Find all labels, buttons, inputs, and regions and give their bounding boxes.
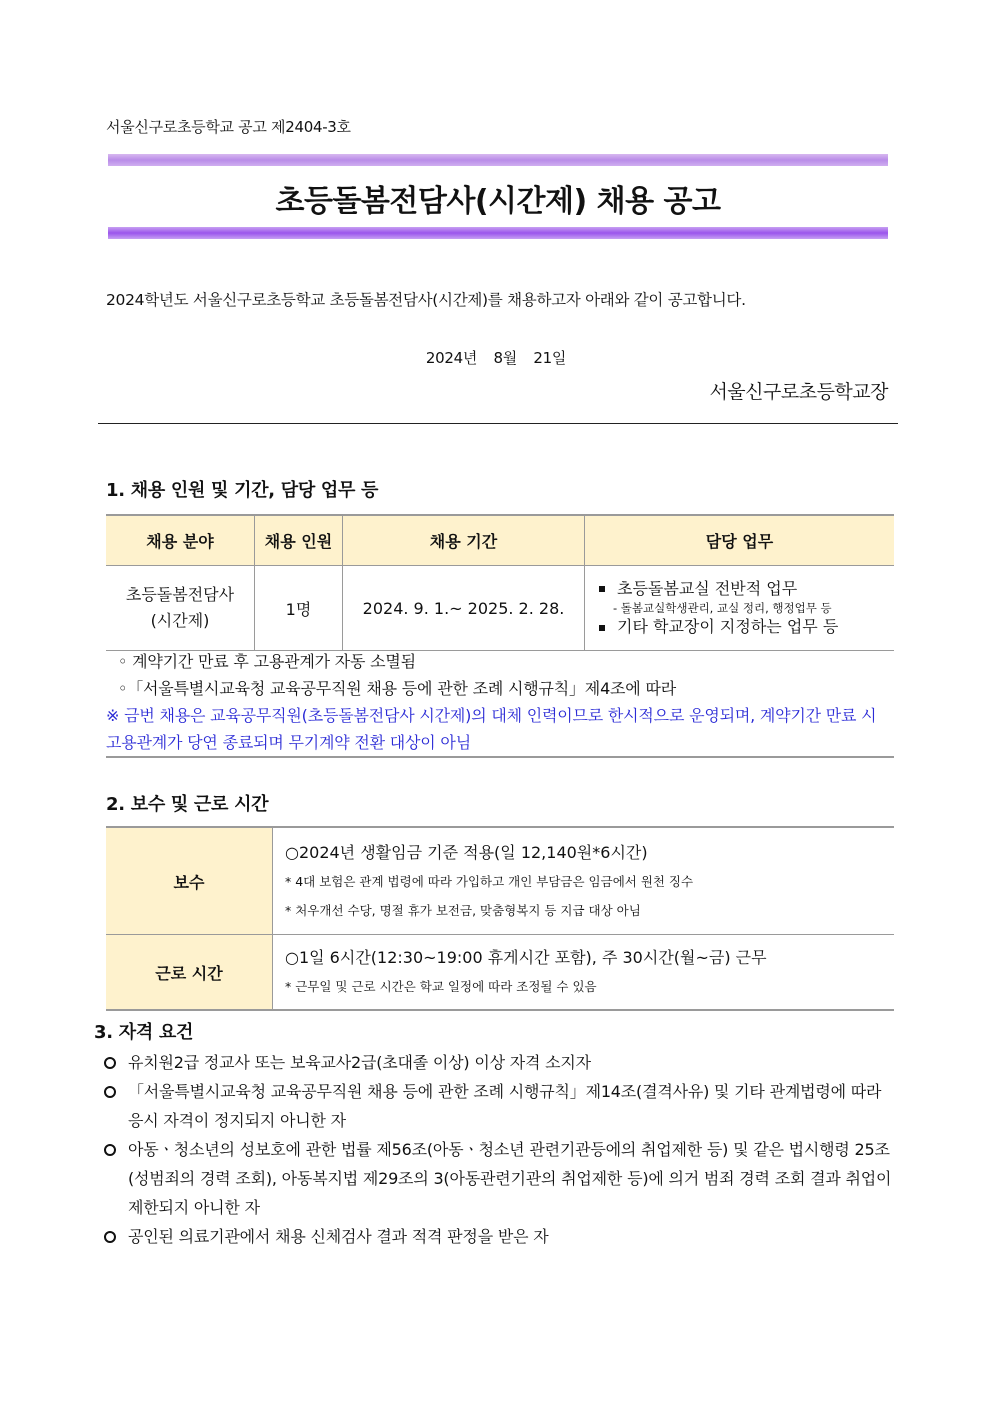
- table-row: [106, 935, 894, 1011]
- note: ◦「서울특별시교육청 교육공무직원 채용 등에 관한 조례 시행규칙」제4조에 따라: [118, 679, 676, 698]
- hours-main: ○1일 6시간(12:30~19:00 휴게시간 포함), 주 30시간(월~금) 근무: [285, 948, 767, 967]
- cell-duties: [585, 566, 895, 651]
- col-duties: 담당 업무: [585, 515, 895, 566]
- note: ◦ 계약기간 만료 후 고용관계가 자동 소멸됨: [118, 652, 416, 671]
- cell-period: 2024. 9. 1.~ 2025. 2. 28.: [343, 566, 585, 651]
- qualification-text: 「서울특별시교육청 교육공무직원 채용 등에 관한 조례 시행규칙」제14조(결격사유) 및 기타 관계법령에 따라 응시 자격이 정지되지 아니한 자: [128, 1082, 882, 1130]
- qualification-text: 아동ㆍ청소년의 성보호에 관한 법률 제56조(아동ㆍ청소년 관련기관등에의 취업제한 등) 및 같은 법시행령 25조(성범죄의 경력 조회), 아동복지법 제29조의 3(아동관련기관의 취업제한 등)에 의거 범죄 경력 조회 결과 취업이 제한되지 아니한 자: [128, 1140, 892, 1217]
- section3-heading: 3. 자격 요건: [94, 1022, 194, 1043]
- pay-label: 보수: [106, 827, 273, 935]
- duty-item: [599, 616, 893, 638]
- recruitment-table: [106, 514, 894, 651]
- col-field: 채용 분야: [106, 515, 255, 566]
- duty-subitem: - 돌봄교실학생관리, 교실 정리, 행정업무 등: [613, 600, 832, 615]
- circle-bullet-icon: [104, 1057, 116, 1069]
- signer: 서울신구로초등학교장: [709, 381, 888, 403]
- hours-note: * 근무일 및 근로 시간은 학교 일정에 따라 조정될 수 있음: [285, 979, 597, 994]
- table-header-row: [106, 515, 894, 566]
- warning-note: ※ 금번 채용은 교육공무직원(초등돌봄전담사 시간제)의 대체 인력이므로 한시적으로 운영되며, 계약기간 만료 시 고용관계가 당연 종료되며 무기계약 전환 대상이 아님: [106, 706, 877, 752]
- cell-field: [106, 566, 255, 651]
- table-row: [106, 827, 894, 935]
- divider: [98, 423, 898, 424]
- date-year: 2024년: [425, 349, 478, 367]
- circle-bullet-icon: [104, 1144, 116, 1156]
- duty-item: [599, 578, 893, 600]
- date-day: 21일: [533, 349, 567, 367]
- col-period: 채용 기간: [343, 515, 585, 566]
- date-month: 8월: [493, 349, 517, 367]
- list-item: [104, 1048, 894, 1077]
- section1-notes: [106, 648, 894, 758]
- qualification-text: 공인된 의료기관에서 채용 신체검사 결과 적격 판정을 받은 자: [128, 1227, 549, 1246]
- list-item: [104, 1077, 894, 1135]
- pay-details: [273, 827, 895, 935]
- duty-text: 기타 학교장이 지정하는 업무 등: [617, 617, 839, 637]
- table-row: [106, 566, 894, 651]
- square-bullet-icon: [599, 586, 605, 592]
- section1-heading: 1. 채용 인원 및 기간, 담당 업무 등: [106, 480, 379, 501]
- circle-bullet-icon: [104, 1086, 116, 1098]
- pay-hours-table: [106, 826, 894, 1011]
- section2-heading: 2. 보수 및 근로 시간: [106, 794, 269, 815]
- field-line2: (시간제): [150, 611, 210, 630]
- pay-note: * 4대 보험은 관계 법령에 따라 가입하고 개인 부담금은 임금에서 원천 징수: [285, 873, 694, 889]
- notice-date: [0, 347, 992, 368]
- list-item: [104, 1222, 894, 1251]
- circle-bullet-icon: [104, 1231, 116, 1243]
- col-count: 채용 인원: [255, 515, 343, 566]
- intro-text: 2024학년도 서울신구로초등학교 초등돌봄전담사(시간제)를 채용하고자 아래와 같이 공고합니다.: [106, 291, 746, 309]
- pay-note: * 처우개선 수당, 명절 휴가 보전금, 맞춤형복지 등 지급 대상 아님: [285, 902, 641, 918]
- duty-text: 초등돌봄교실 전반적 업무: [617, 578, 798, 598]
- notice-number: 서울신구로초등학교 공고 제2404-3호: [106, 118, 351, 136]
- cell-count: 1명: [255, 566, 343, 651]
- qualification-list: [104, 1048, 894, 1251]
- list-item: [104, 1135, 894, 1222]
- qualification-text: 유치원2급 정교사 또는 보육교사2급(초대졸 이상) 이상 자격 소지자: [128, 1053, 591, 1072]
- square-bullet-icon: [599, 625, 605, 631]
- title-bar-top: [108, 154, 888, 166]
- pay-main: ○2024년 생활임금 기준 적용(일 12,140원*6시간): [285, 842, 648, 862]
- field-line1: 초등돌봄전담사: [125, 585, 235, 605]
- hours-label: 근로 시간: [106, 935, 273, 1011]
- title-bar-bottom: [108, 227, 888, 239]
- hours-details: [273, 935, 895, 1011]
- page-title: 초등돌봄전담사(시간제) 채용 공고: [275, 184, 721, 219]
